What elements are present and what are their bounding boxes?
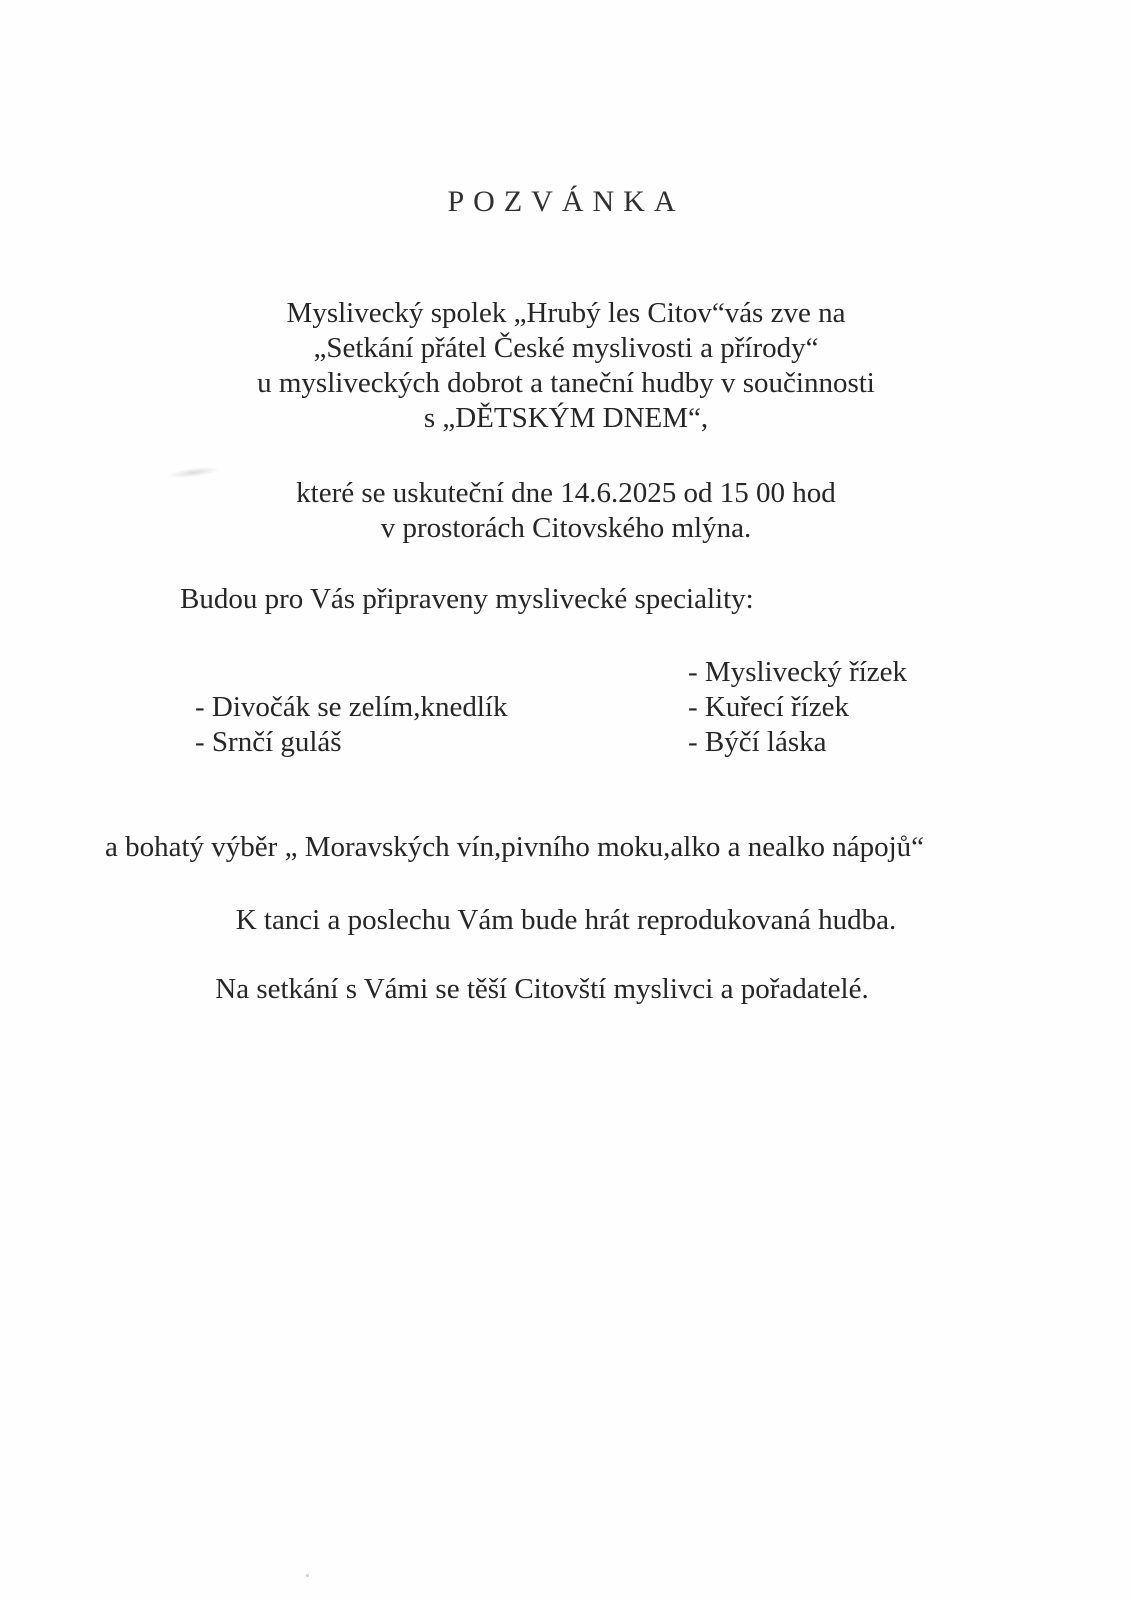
intro-paragraph — [0, 296, 1132, 436]
menu-item: - Srnčí guláš — [195, 726, 342, 758]
specialties-heading: Budou pro Vás připraveny myslivecké speciality: — [180, 583, 754, 615]
intro-line-4: s „DĚTSKÝM DNEM“, — [423, 402, 709, 434]
menu-item: - Myslivecký řízek — [688, 656, 908, 688]
menu-item: - Kuřecí řízek — [688, 691, 850, 723]
music-line: K tanci a poslechu Vám bude hrát reprodukovaná hudba. — [235, 904, 897, 936]
specialties-menu — [0, 655, 1132, 760]
menu-column-right — [688, 655, 1132, 760]
intro-line-2: „Setkání přátel České myslivosti a přírody“ — [313, 332, 819, 364]
closing-line: Na setkání s Vámi se těší Citovští myslivci a pořadatelé. — [215, 973, 869, 1005]
menu-item: - Divočák se zelím,knedlík — [195, 691, 508, 723]
drinks-line: a bohatý výběr „ Moravských vín,pivního moku,alko a nealko nápojů“ — [105, 831, 925, 863]
menu-item: - Býčí láska — [688, 726, 827, 758]
page-title: POZVÁNKA — [447, 185, 685, 218]
date-line: které se uskuteční dne 14.6.2025 od 15 00 hod — [296, 477, 836, 509]
menu-column-left — [195, 655, 688, 760]
scan-speck-artifact — [306, 1574, 309, 1577]
intro-line-3: u mysliveckých dobrot a taneční hudby v součinnosti — [257, 367, 875, 399]
intro-line-1: Myslivecký spolek „Hrubý les Citov“vás zve na — [286, 297, 846, 329]
date-venue-paragraph — [0, 476, 1132, 546]
venue-line: v prostorách Citovského mlýna. — [380, 512, 752, 544]
